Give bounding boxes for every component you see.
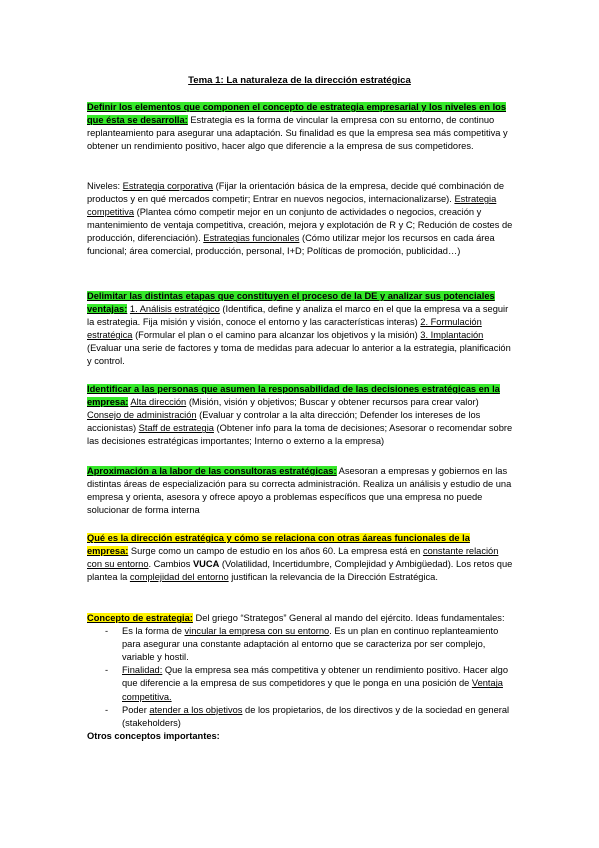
term-functional-strategies: Estrategias funcionales [203,233,300,244]
fundamental-ideas-list [87,625,513,730]
subheading-other-concepts: Otros conceptos importantes: [87,730,220,741]
list-item: - Poder atender a los objetivos de los propietarios, de los directivos y de la sociedad en general (stakeholders) [87,704,513,730]
term-corporate-strategy: Estrategia corporativa [122,181,214,191]
page-title: Tema 1: La naturaleza de la dirección estratégica [188,75,411,86]
section-heading: Concepto de estrategia: [87,613,193,623]
section-heading: Aproximación a la labor de las consultoras estratégicas: [87,466,337,476]
section-decision-makers: Identificar a las personas que asumen la responsabilidad de las decisiones estratégicas en la empresa: Alta dirección (Misión, visión y objetivos; Buscar y obtener recursos para crear valor) Consejo de administración (Evaluar y controlar a la alta dirección; Defender los intereses de los accionistas) Staff de estrategia (Obtener info para la toma de decisiones; Asesorar o recomendar sobre las decisiones estratégicas importantes; Interno o externo a la empresa) [87,384,513,447]
list-item: - Es la forma de vincular la empresa con su entorno. Es un plan en continuo replanteamiento para asegurar una constante adaptación al entorno que se caracteriza por ser complejo, variable y hostil. [87,625,513,664]
list-item: - Finalidad: Que la empresa sea más competitiva y obtener un rendimiento positivo. Hacer algo que diferencie a la empresa de sus competidores y que le ponga en una posición de Ventaja competitiva. [87,664,513,703]
section-consultancies: Aproximación a la labor de las consultoras estratégicas: Asesoran a empresas y gobiernos en las distintas áreas de especialización para su correcta administración. Realiza un análisis y estudio de una empresa y orienta, asesora y ofrece apoyo a problemas específicos que una empresa no puede solucionar de forma interna [87,466,512,516]
section-strategic-direction: Qué es la dirección estratégica y cómo se relaciona con otras áareas funcionales de la empresa: Surge como un campo de estudio en los años 60. La empresa está en constante relación con su entorno. Cambios VUCA (Volatilidad, Incertidumbre, Complejidad y Ambigüedad). Los retos que plantea la complejidad del entorno justifican la relevancia de la Dirección Estratégica. [87,533,513,583]
section-heading: Definir los elementos que componen el concepto de estrategia empresarial y los niveles en los que ésta se desarrolla: [87,102,507,126]
section-heading: Delimitar las distintas etapas que constituyen el proceso de la DE y analizar sus potenciales ventajas: [87,291,495,315]
section-heading: Identificar a las personas que asumen la responsabilidad de las decisiones estratégicas en la empresa: [87,384,500,408]
section-heading: Qué es la dirección estratégica y cómo se relaciona con otras áareas funcionales de la empresa: [87,533,470,557]
section-de-process: Delimitar las distintas etapas que constituyen el proceso de la DE y analizar sus potenciales ventajas: 1. Análisis estratégico (Identifica, define y analiza el marco en el que la empresa va a seguir la estrategia. Fija misión y visión, conoce el entorno y las características interas) 2. Formulación estratégica (Formular el plan o el camino para alcanzar los objetivos y la misión) 3. Implantación (Evaluar una serie de factores y toma de medidas para adecuar lo anterior a la estrategia, planificación y control. [87,291,511,367]
term-competitive-strategy: Estrategia competitiva [87,194,497,218]
section-strategy-concept: Concepto de estrategia: Del griego “Strategos” General al mando del ejército. Ideas fundamentales: - Es la forma de vincular la empresa con su entorno. Es un plan en continuo replanteamiento para asegurar una constante adaptación al entorno que se caracteriza por ser complejo, variable y hostil. - Finalidad: Que la empresa sea más competitiva y obtener un rendimiento positivo. Hacer algo que diferencie a la empresa de sus competidores y que le ponga en una posición de Ventaja competitiva. - Poder atender a los objetivos de los propietarios, de los directivos y de la sociedad en general (stakeholders) Otros conceptos importantes: [87,612,513,743]
section-strategy-elements: Definir los elementos que componen el concepto de estrategia empresarial y los niveles en los que ésta se desarrolla: Estrategia es la forma de vincular la empresa con su entorno, de continuo replanteamiento para asegurar una adaptación. Su finalidad es que la empresa sea más competitiva y obtener un rendimiento positivo, hacer algo que diferencie a la empresa de sus competidores. [87,102,508,152]
section-strategy-levels: Niveles: Estrategia corporativa (Fijar la orientación básica de la empresa, decide qué combinación de productos y en qué mercados competir; Entrar en nuevos negocios, internacionalizarse). Estrategia competitiva (Plantea cómo competir mejor en un conjunto de actividades o negocios, creación y mantenimiento de ventaja competitiva, creación, mejora y explotación de R y C; Redución de costes de producción, diferenciación). Estrategias funcionales (Cómo utilizar mejor los recursos en cada área funcional; área comercial, producción, personal, I+D; Políticas de promoción, publicidad…) [87,181,513,257]
